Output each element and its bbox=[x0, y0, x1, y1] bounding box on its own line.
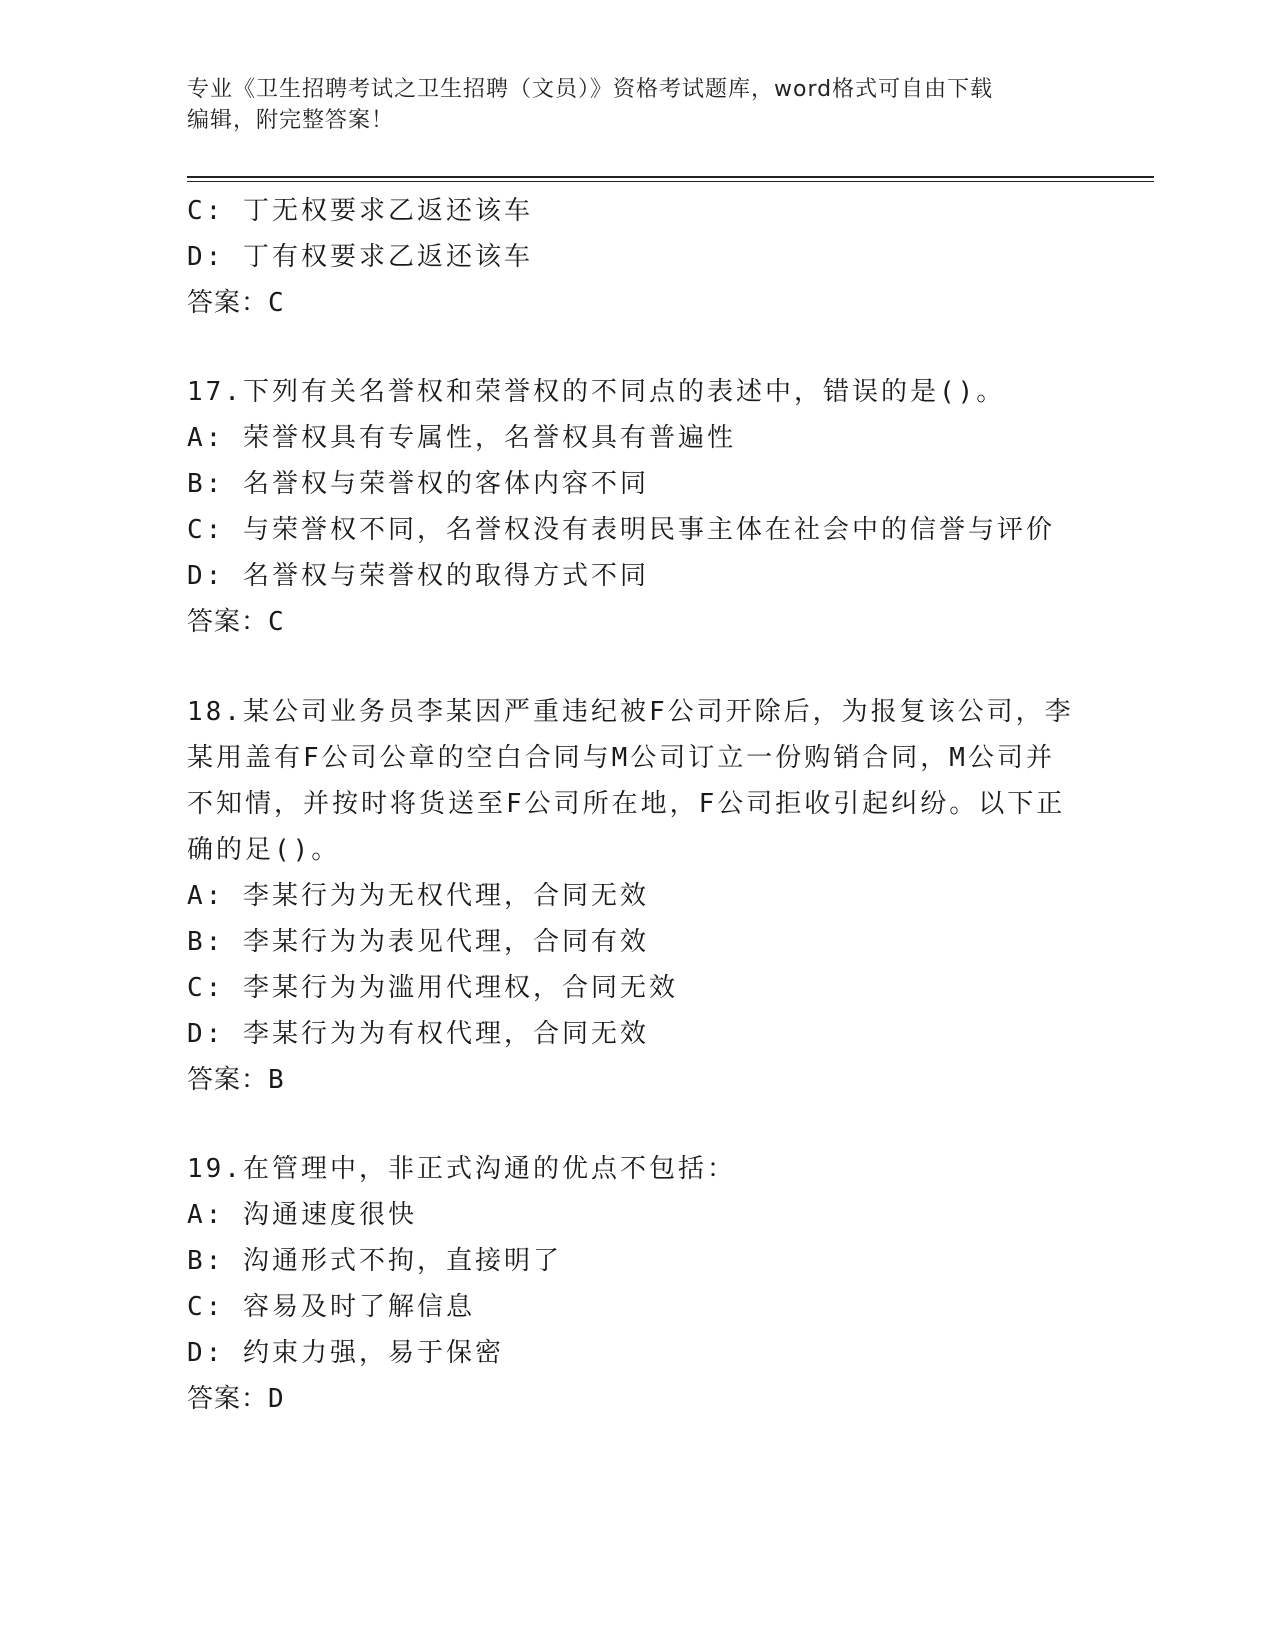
answer-label: 答案： bbox=[187, 1065, 269, 1095]
header-line-1: 专业《卫生招聘考试之卫生招聘（文员）》资格考试题库，word格式可自由下载 bbox=[187, 77, 994, 102]
question-list bbox=[187, 188, 1087, 1422]
question-text bbox=[187, 370, 1077, 415]
question-18 bbox=[187, 689, 1087, 1103]
answer-value: C bbox=[268, 607, 285, 637]
answer-value: C bbox=[268, 288, 285, 318]
answer-value: B bbox=[268, 1065, 285, 1095]
option-c: C: 与荣誉权不同，名誉权没有表明民事主体在社会中的信誉与评价 bbox=[187, 515, 1055, 545]
question-19 bbox=[187, 1147, 1087, 1422]
question-text-line: 18.某公司业务员李某因严重违纪被F公司开除后，为报复该公司，李 bbox=[187, 697, 1074, 727]
question-text-line: 确的足()。 bbox=[187, 835, 341, 865]
question-17 bbox=[187, 370, 1087, 645]
option-c: C: 丁无权要求乙返还该车 bbox=[187, 196, 533, 226]
answer-line bbox=[187, 1057, 1087, 1103]
option-d: D: 约束力强，易于保密 bbox=[187, 1338, 504, 1368]
question-16-tail bbox=[187, 188, 1087, 326]
option-a: A: 沟通速度很快 bbox=[187, 1200, 417, 1230]
question-text bbox=[187, 689, 1077, 873]
header-rule-thin bbox=[187, 181, 1154, 182]
answer-line bbox=[187, 1376, 1087, 1422]
option-c: C: 容易及时了解信息 bbox=[187, 1292, 475, 1322]
answer-line bbox=[187, 280, 1087, 326]
option-b: B: 李某行为为表见代理，合同有效 bbox=[187, 927, 649, 957]
option-b: B: 名誉权与荣誉权的客体内容不同 bbox=[187, 469, 649, 499]
header-rule-thick bbox=[187, 176, 1154, 178]
option-a: A: 荣誉权具有专属性，名誉权具有普遍性 bbox=[187, 423, 736, 453]
page-header bbox=[187, 74, 1067, 136]
question-text-line: 不知情，并按时将货送至F公司所在地，F公司拒收引起纠纷。以下正 bbox=[187, 789, 1066, 819]
header-line-2: 编辑，附完整答案！ bbox=[187, 108, 395, 133]
answer-label: 答案： bbox=[187, 607, 269, 637]
question-text bbox=[187, 1147, 1077, 1192]
option-d: D: 名誉权与荣誉权的取得方式不同 bbox=[187, 561, 649, 591]
answer-label: 答案： bbox=[187, 288, 269, 318]
option-d: D: 丁有权要求乙返还该车 bbox=[187, 242, 533, 272]
question-text-line: 17.下列有关名誉权和荣誉权的不同点的表述中，错误的是()。 bbox=[187, 377, 1006, 407]
option-a: A: 李某行为为无权代理，合同无效 bbox=[187, 881, 649, 911]
option-b: B: 沟通形式不拘，直接明了 bbox=[187, 1246, 562, 1276]
question-text-line: 某用盖有F公司公章的空白合同与M公司订立一份购销合同，M公司并 bbox=[187, 743, 1055, 773]
option-d: D: 李某行为为有权代理，合同无效 bbox=[187, 1019, 649, 1049]
question-text-line: 19.在管理中，非正式沟通的优点不包括： bbox=[187, 1154, 736, 1184]
answer-label: 答案： bbox=[187, 1384, 269, 1414]
answer-value: D bbox=[268, 1384, 285, 1414]
option-c: C: 李某行为为滥用代理权，合同无效 bbox=[187, 973, 678, 1003]
answer-line bbox=[187, 599, 1087, 645]
